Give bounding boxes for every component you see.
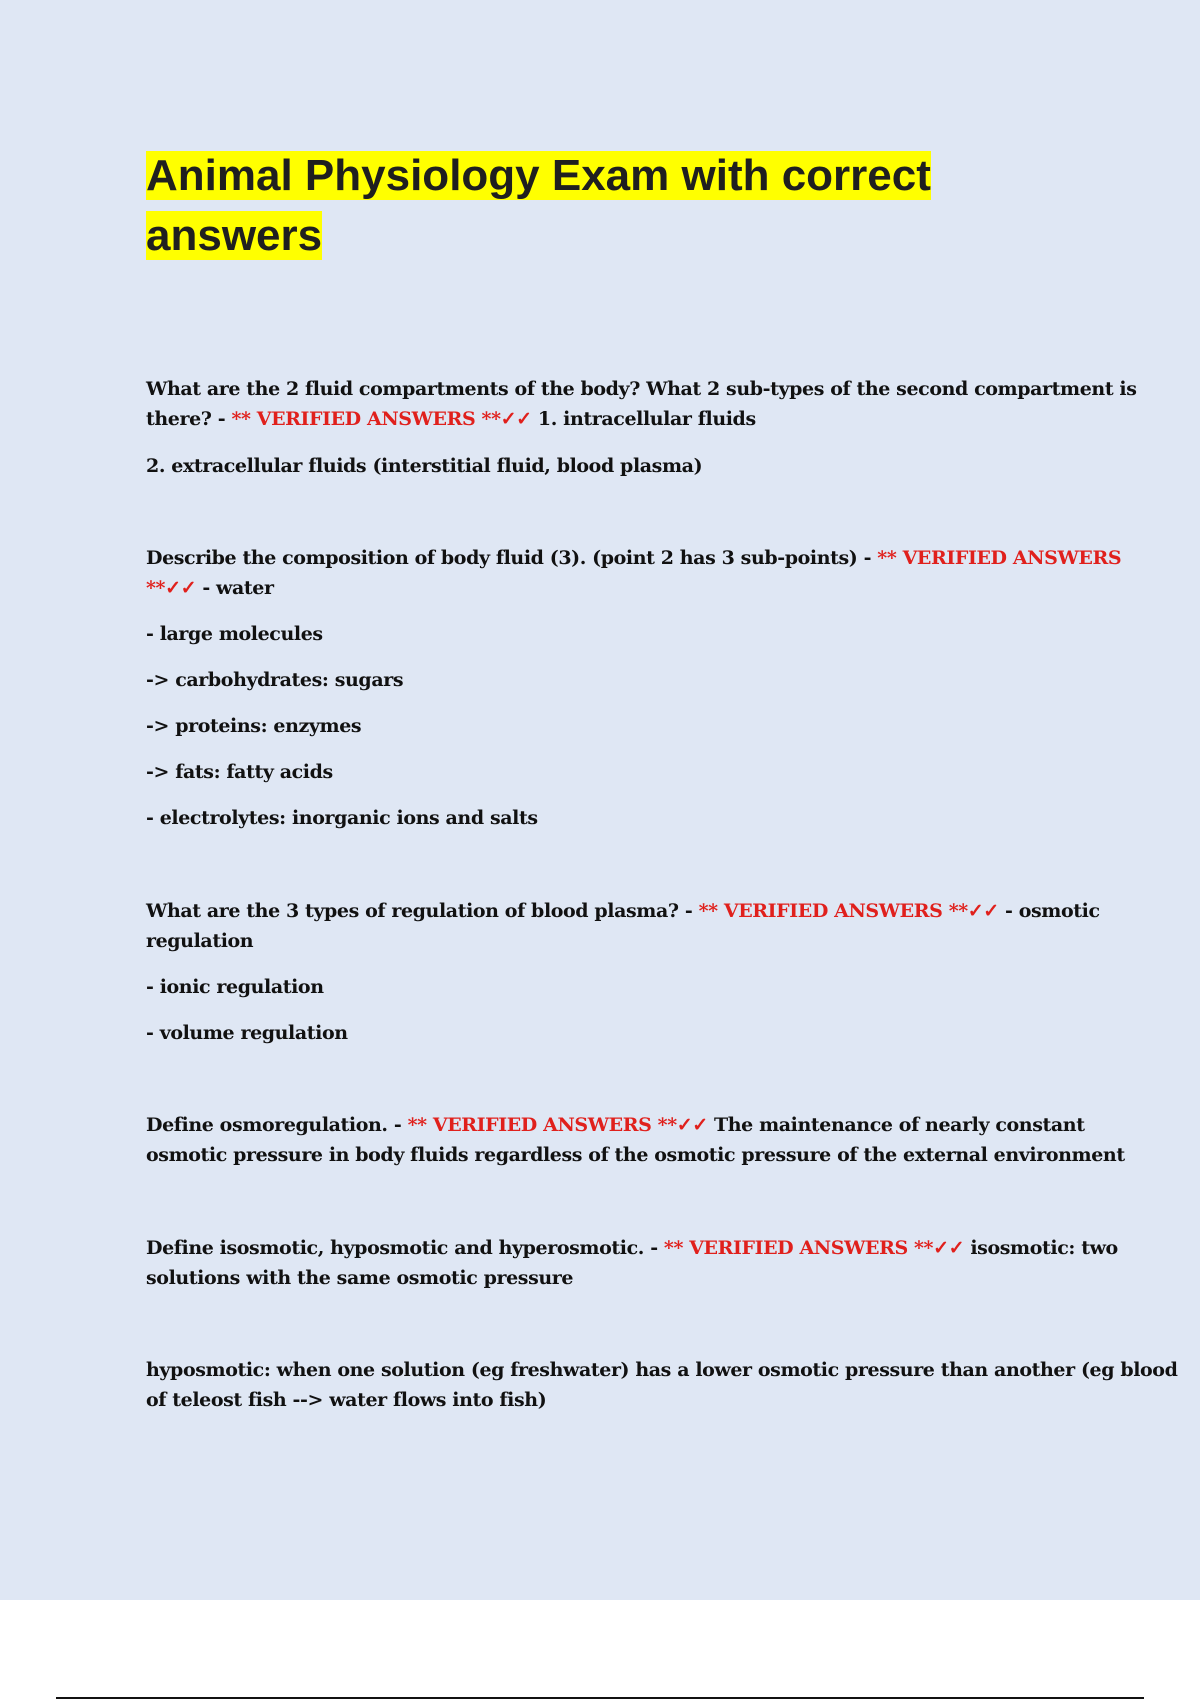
- question-1-line-1: What are the 2 fluid compartments of the body? What 2 sub-types of the second compartment is: [146, 378, 1137, 400]
- question-5-text: Define isosmotic, hyposmotic and hyperosmotic. -: [146, 1237, 664, 1259]
- answer-5-text: isosmotic: two: [970, 1237, 1118, 1259]
- title-highlight: Animal Physiology Exam with correct answers: [146, 151, 931, 260]
- answer-4-text: The maintenance of nearly constant: [714, 1114, 1085, 1136]
- answer-3-line: - ionic regulation: [146, 976, 324, 998]
- answer-5-line: hyposmotic: when one solution (eg freshwater) has a lower osmotic pressure than another (eg blood: [146, 1359, 1178, 1381]
- answer-2-line: -> fats: fatty acids: [146, 761, 333, 783]
- question-4-text: Define osmoregulation. -: [146, 1114, 408, 1136]
- answer-5-line: solutions with the same osmotic pressure: [146, 1267, 574, 1289]
- answer-1-text: 1. intracellular fluids: [537, 408, 756, 430]
- question-4-line-1: [146, 1110, 1086, 1140]
- question-5-line-1: [146, 1233, 1118, 1263]
- question-2-text: Describe the composition of body fluid (3). (point 2 has 3 sub-points) -: [146, 547, 878, 569]
- answer-4-line: osmotic pressure in body fluids regardless of the osmotic pressure of the external environment: [146, 1144, 1125, 1166]
- question-2-line-1: [146, 543, 1122, 573]
- question-1-line-2: [146, 404, 1086, 434]
- answer-5-line: of teleost fish --> water flows into fish): [146, 1389, 547, 1411]
- answer-3-text: - osmotic: [1005, 900, 1100, 922]
- question-2-line-2: [146, 573, 1086, 603]
- answer-2-line: -> proteins: enzymes: [146, 715, 362, 737]
- footer-divider: [56, 1697, 1144, 1699]
- verified-answers-tag: ** VERIFIED ANSWERS: [877, 547, 1122, 569]
- verified-answers-tag: ** VERIFIED ANSWERS **✓✓: [231, 408, 532, 430]
- answer-2-text: - water: [202, 577, 274, 599]
- answer-2-line: - large molecules: [146, 623, 323, 645]
- verified-answers-tag-cont: **✓✓: [146, 577, 197, 599]
- question-3-text: What are the 3 types of regulation of blood plasma? -: [146, 900, 699, 922]
- verified-answers-tag: ** VERIFIED ANSWERS **✓✓: [698, 900, 999, 922]
- answer-2-line: - electrolytes: inorganic ions and salts: [146, 807, 538, 829]
- verified-answers-tag: ** VERIFIED ANSWERS **✓✓: [663, 1237, 965, 1259]
- question-1-text: there? -: [146, 408, 232, 430]
- answer-2-line: -> carbohydrates: sugars: [146, 669, 404, 691]
- answer-3-line: regulation: [146, 930, 254, 952]
- verified-answers-tag: ** VERIFIED ANSWERS **✓✓: [407, 1114, 708, 1136]
- answer-3-line: - volume regulation: [146, 1022, 348, 1044]
- question-3-line-1: [146, 896, 1100, 926]
- answer-1-line: 2. extracellular fluids (interstitial fluid, blood plasma): [146, 455, 703, 477]
- document-title: [146, 146, 1086, 266]
